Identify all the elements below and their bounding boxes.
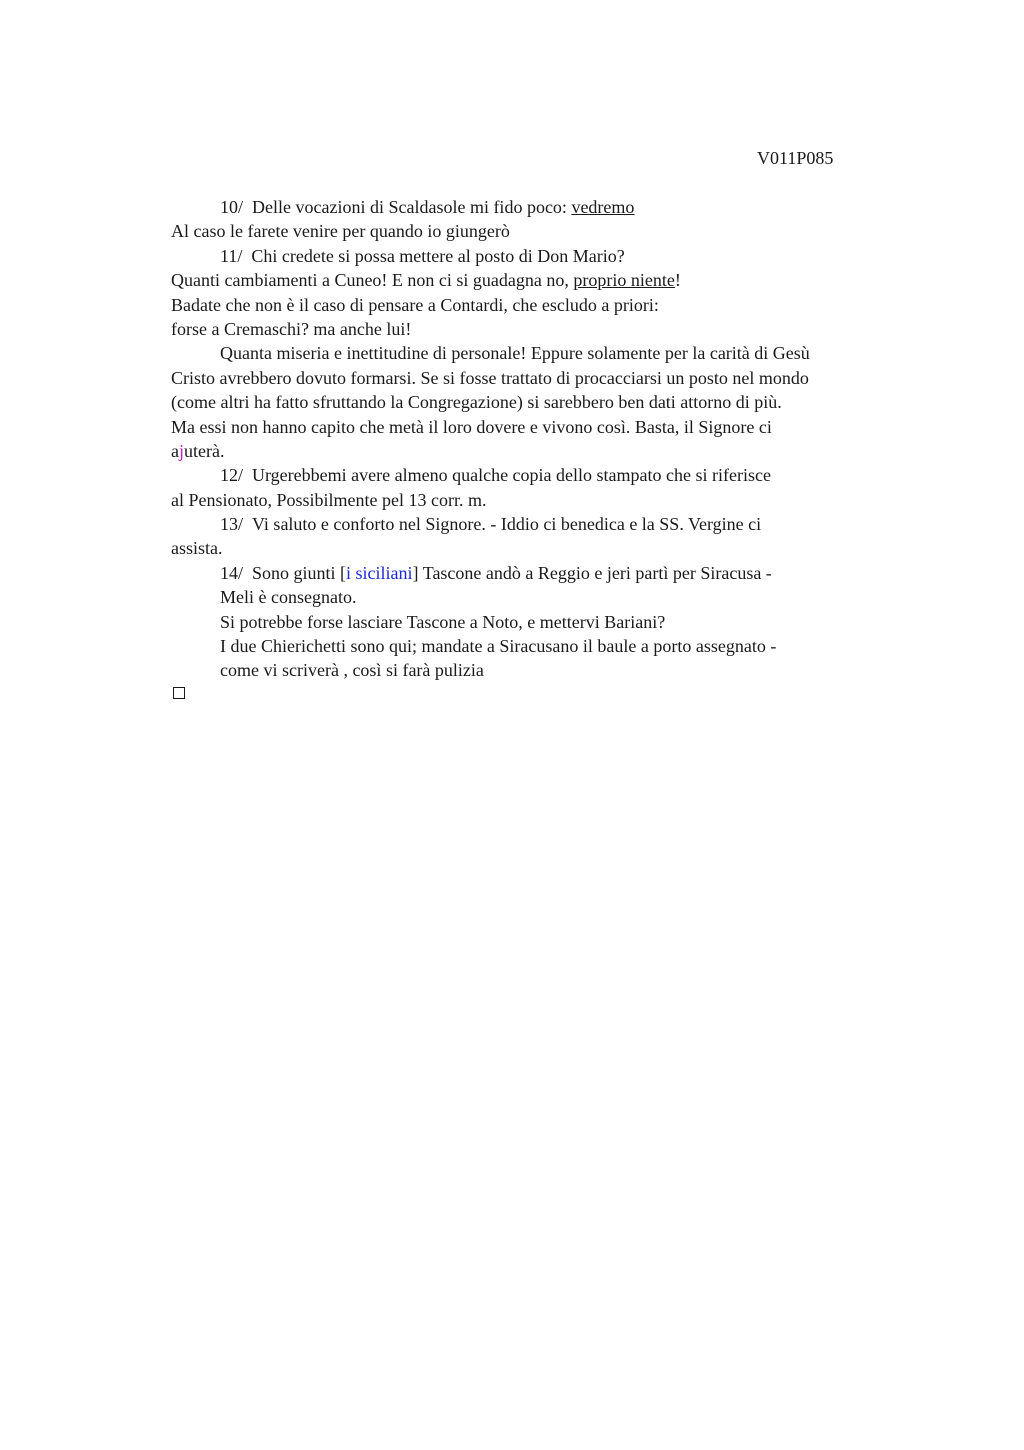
document-body	[171, 195, 911, 699]
paragraph-number: 12/	[220, 465, 244, 486]
text-segment: ] Tascone andò a Reggio e jeri partì per Siracusa -	[412, 562, 772, 583]
text-segment: !	[674, 270, 681, 291]
paragraph-12-line-1	[171, 463, 911, 487]
paragraph-text: Urgerebbemi avere almeno qualche copia dello stampato che si riferisce	[252, 465, 771, 486]
text-segment: Quanti cambiamenti a Cuneo! E non ci si guadagna no,	[171, 270, 574, 291]
checkbox-icon	[173, 687, 185, 699]
paragraph-14-line-3: Si potrebbe forse lasciare Tascone a Noto, e mettervi Bariani?	[220, 611, 666, 632]
paragraph-quanta-line-5	[171, 439, 911, 463]
paragraph-10-line-2: Al caso le farete venire per quando io giungerò	[171, 221, 510, 242]
paragraph-number: 13/	[220, 514, 244, 535]
paragraph-14-line-1	[171, 561, 911, 585]
text-segment: a	[171, 440, 179, 461]
paragraph-11-line-2	[171, 268, 911, 292]
paragraph-11-line-4: forse a Cremaschi? ma anche lui!	[171, 318, 412, 339]
paragraph-number: 10/	[220, 197, 244, 217]
paragraph-13-line-1	[171, 512, 911, 536]
paragraph-quanta-line-2: Cristo avrebbero dovuto formarsi. Se si fosse trattato di procacciarsi un posto nel mondo	[171, 367, 809, 388]
paragraph-number: 14/	[220, 562, 244, 583]
paragraph-12-line-2: al Pensionato, Possibilmente pel 13 corr. m.	[171, 489, 487, 510]
editorial-insertion: i siciliani	[346, 562, 413, 583]
paragraph-14-line-5: come vi scriverà , così si farà pulizia	[220, 660, 484, 681]
paragraph-number: 11/	[220, 245, 243, 266]
paragraph-13-line-2: assista.	[171, 538, 223, 559]
paragraph-quanta-line-1: Quanta miseria e inettitudine di personale! Eppure solamente per la carità di Gesù	[220, 343, 810, 364]
text-segment: Sono giunti [	[252, 562, 347, 583]
underlined-word: vedremo	[571, 197, 635, 217]
paragraph-text: Vi saluto e conforto nel Signore. - Iddio ci benedica e la SS. Vergine ci	[252, 514, 762, 535]
paragraph-14-line-2: Meli è consegnato.	[220, 587, 357, 608]
paragraph-quanta-line-4: Ma essi non hanno capito che metà il loro dovere e vivono così. Basta, il Signore ci	[171, 416, 772, 437]
paragraph-text: Chi credete si possa mettere al posto di Don Mario?	[251, 245, 625, 266]
paragraph-10-line-1	[171, 195, 911, 219]
page-id: V011P085	[757, 148, 834, 168]
paragraph-quanta-line-3: (come altri ha fatto sfruttando la Congregazione) si sarebbero ben dati attorno di più.	[171, 392, 782, 413]
underlined-phrase: proprio niente	[573, 270, 675, 291]
highlighted-letter: j	[179, 440, 185, 461]
paragraph-11-line-1	[171, 244, 911, 268]
paragraph-text: Delle vocazioni di Scaldasole mi fido poco:	[252, 197, 572, 217]
paragraph-14-line-4: I due Chierichetti sono qui; mandate a Siracusano il baule a porto assegnato -	[220, 636, 777, 657]
paragraph-11-line-3: Badate che non è il caso di pensare a Contardi, che escludo a priori:	[171, 294, 659, 315]
text-segment: uterà.	[184, 440, 225, 461]
